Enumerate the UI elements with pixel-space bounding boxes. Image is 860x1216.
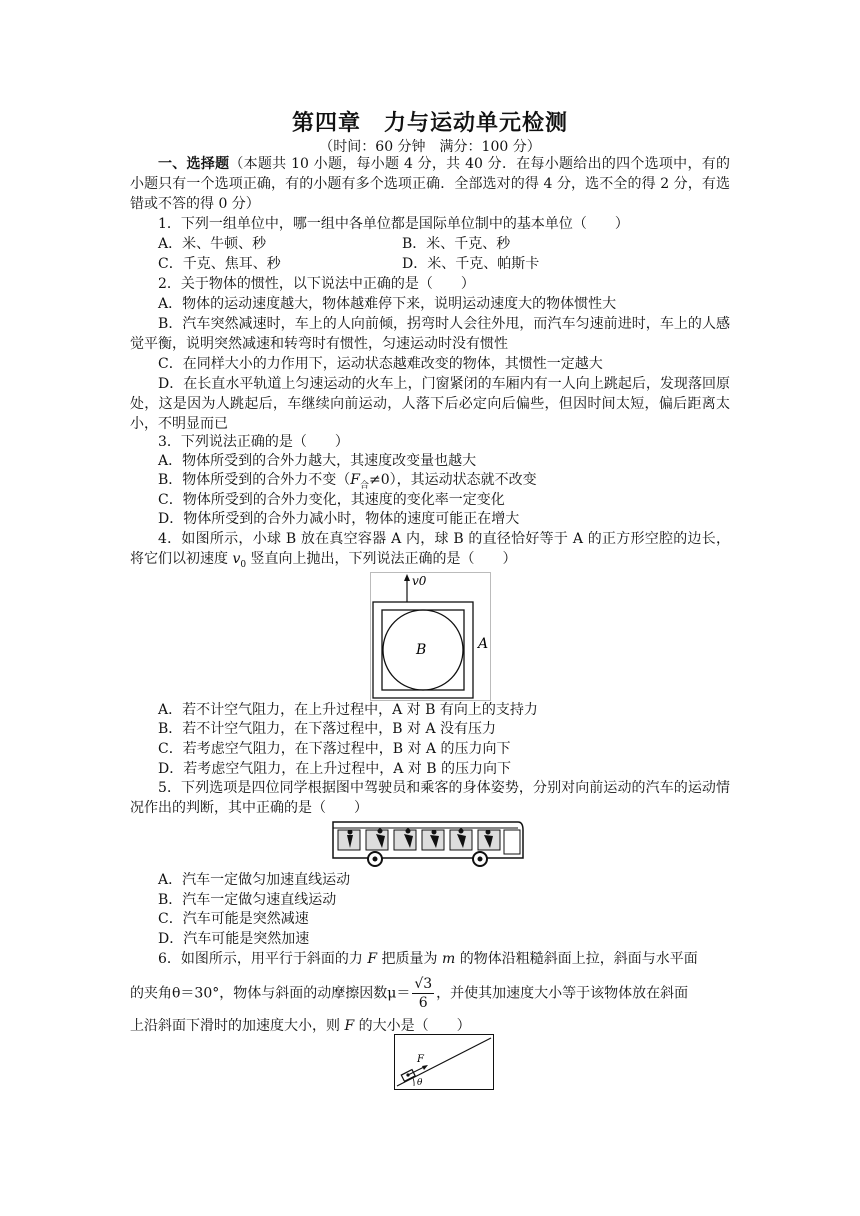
q2-option-a: A．物体的运动速度越大，物体越难停下来，说明运动速度大的物体惯性大 [158, 296, 617, 312]
label-a: A [478, 636, 489, 652]
q1-option-b: B．米、千克、秒 [402, 236, 511, 252]
incline-surface [397, 1038, 491, 1086]
q2-stem: 2．关于物体的惯性，以下说法中正确的是（ ） [158, 276, 475, 292]
q5-bus-figure [330, 818, 526, 868]
q1-option-a: A．米、牛顿、秒 [158, 236, 267, 252]
q2-option-b: B．汽车突然减速时，车上的人向前倾，拐弯时人会往外甩，而汽车匀速前进时，车上的人感觉平衡，说明突然减速和转弯时有惯性，匀速运动时没有惯性 [130, 316, 730, 352]
angle-arc [413, 1078, 414, 1086]
q6-stem-line1: 6．如图所示，用平行于斜面的力 F 把质量为 m 的物体沿粗糙斜面上拉，斜面与水平面 [158, 951, 698, 967]
exam-info: （时间：60 分钟 满分：100 分） [319, 139, 541, 155]
q5-stem: 5．下列选项是四位同学根据图中驾驶员和乘客的身体姿势，分别对向前运动的汽车的运动情况作出的判断，其中正确的是（ ） [130, 780, 730, 816]
q3-stem: 3．下列说法正确的是（ ） [158, 434, 349, 450]
page-title: 第四章 力与运动单元检测 [291, 110, 568, 136]
section-intro [130, 154, 730, 214]
q4-container-figure [370, 572, 492, 702]
bus-window [394, 830, 416, 850]
q5-option-c: C．汽车可能是突然减速 [158, 911, 309, 927]
q1-option-c: C．千克、焦耳、秒 [158, 256, 281, 272]
q4-stem: 4．如图所示，小球 B 放在真空容器 A 内，球 B 的直径恰好等于 A 的正方形空腔的边长，将它们以初速度 $v_0$ 竖直向上抛出，下列说法正确的是（ ） [130, 531, 730, 570]
q4-option-c: C．若考虑空气阻力，在下落过程中，B 对 A 的压力向下 [158, 741, 511, 757]
arrowhead-icon [404, 574, 410, 581]
label-f: F [417, 1054, 424, 1065]
label-theta: θ [417, 1078, 423, 1088]
q4-option-a: A．若不计空气阻力，在上升过程中，A 对 B 有向上的支持力 [158, 702, 538, 718]
label-b: B [416, 642, 427, 658]
q4-option-b: B．若不计空气阻力，在下落过程中，B 对 A 没有压力 [158, 721, 497, 737]
q3-option-b: B．物体所受到的合外力不变$(F_合\ne 0)$，其运动状态就不改变 [158, 472, 537, 491]
q5-option-d: D．汽车可能是突然加速 [158, 931, 310, 947]
q6-stem-line2: 的夹角θ＝30°，物体与斜面的动摩擦因数μ＝ $\frac{√3}{6}$ ，并使其加速度大小等于该物体放在斜面 [130, 976, 689, 1011]
bus-window [366, 830, 388, 850]
q6-incline-figure [394, 1034, 494, 1090]
section-instructions: （本题共 10 小题，每小题 4 分，共 40 分．在每小题给出的四个选项中，有的小题只有一个选项正确，有的小题有多个选项正确．全部选对的得 4 分，选不全的得 2 分，有选错或不答的得 0 分） [130, 156, 730, 212]
section-heading: 一、选择题 [158, 156, 230, 172]
label-v0: v0 [412, 574, 427, 588]
mu-fraction: $\frac{√3}{6}$ [414, 976, 433, 1011]
q5-option-b: B．汽车一定做匀速直线运动 [158, 892, 337, 908]
arrowhead-icon [422, 1065, 428, 1070]
q6-stem-line3: 上沿斜面下滑时的加速度大小，则 F 的大小是（ ） [130, 1018, 471, 1034]
q1-option-d: D．米、千克、帕斯卡 [402, 256, 540, 272]
q2-option-d: D．在长直水平轨道上匀速运动的火车上，门窗紧闭的车厢内有一人向上跳起后，发现落回原处，这是因为人跳起后，车继续向前运动，人落下后必定向后偏些，但因时间太短，偏后距离太小，不明显而已 [130, 376, 730, 432]
q3-option-a: A．物体所受到的合外力越大，其速度改变量也越大 [158, 453, 477, 469]
q4-option-d: D．若考虑空气阻力，在上升过程中，A 对 B 的压力向下 [158, 761, 511, 777]
q2-option-c: C．在同样大小的力作用下，运动状态越难改变的物体，其惯性一定越大 [158, 356, 603, 372]
q3-option-c: C．物体所受到的合外力变化，其速度的变化率一定变化 [158, 492, 505, 508]
bus-windshield [504, 830, 520, 854]
q1-stem: 1．下列一组单位中，哪一组中各单位都是国际单位制中的基本单位（ ） [158, 216, 629, 232]
q5-option-a: A．汽车一定做匀加速直线运动 [158, 872, 351, 888]
q3-option-d: D．物体所受到的合外力减小时，物体的速度可能正在增大 [158, 511, 520, 527]
